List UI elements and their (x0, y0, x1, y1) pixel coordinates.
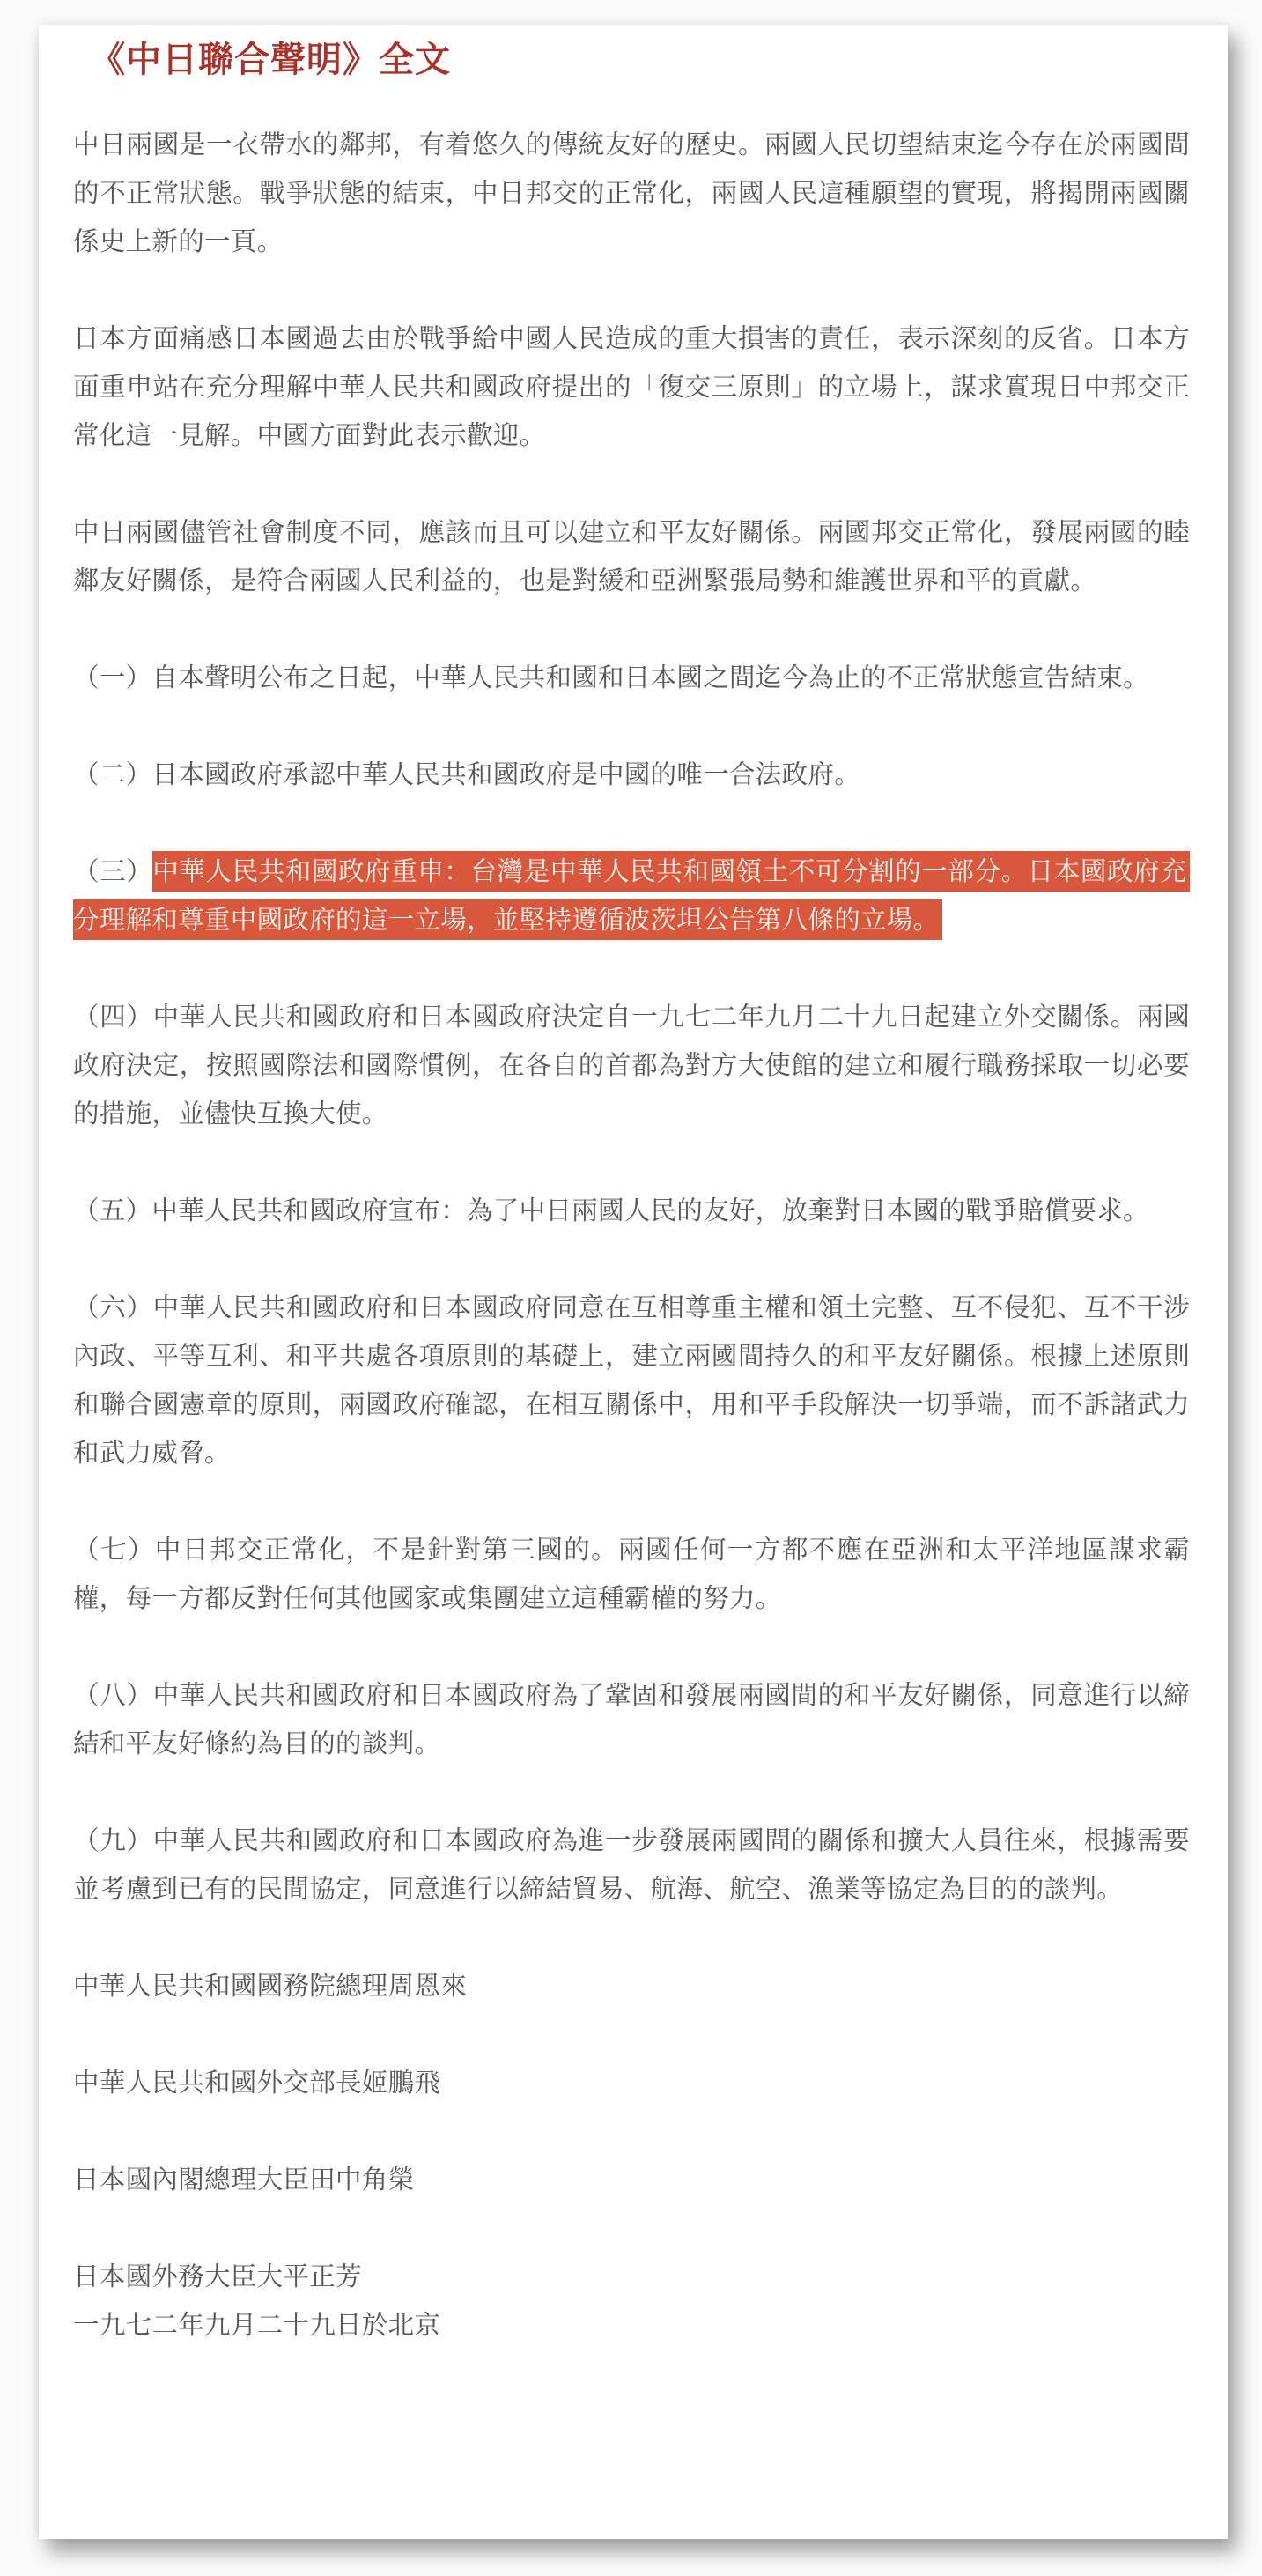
date-and-place: 一九七二年九月二十九日於北京 (73, 2310, 441, 2340)
article-text: 中日邦交正常化，不是針對第三國的。兩國任何一方都不應在亞洲和太平洋地區謀求霸權，每一方都反對任何其他國家或集團建立這種霸權的努力。 (73, 1535, 1190, 1613)
document-card (39, 25, 1228, 2539)
article-2 (73, 751, 1190, 799)
article-number: （五） (73, 1195, 152, 1225)
article-number: （二） (73, 759, 152, 789)
article-4 (73, 993, 1190, 1138)
preamble-paragraph-1: 中日兩國是一衣帶水的鄰邦，有着悠久的傳統友好的歷史。兩國人民切望結束迄今存在於兩國間的不正常狀態。戰爭狀態的結束，中日邦交的正常化，兩國人民這種願望的實現，將揭開兩國關係史上新的一頁。 (73, 130, 1190, 256)
preamble-paragraph-3: 中日兩國儘管社會制度不同，應該而且可以建立和平友好關係。兩國邦交正常化，發展兩國的睦鄰友好關係，是符合兩國人民利益的，也是對緩和亞洲緊張局勢和維護世界和平的貢獻。 (73, 517, 1190, 596)
highlighted-article-text: 中華人民共和國政府重申：台灣是中華人民共和國領土不可分割的一部分。日本國政府充分理解和尊重中國政府的這一立場，並堅持遵循波茨坦公告第八條的立場。 (73, 851, 1190, 940)
signatory-4: 日本國外務大臣大平正芳 (73, 2261, 362, 2291)
article-number: （八） (73, 1680, 153, 1710)
article-9 (73, 1817, 1190, 1913)
signatory-1: 中華人民共和國國務院總理周恩來 (73, 1971, 468, 2001)
signatory-3: 日本國內閣總理大臣田中角榮 (73, 2165, 415, 2195)
article-6 (73, 1284, 1190, 1477)
article-number: （七） (73, 1535, 155, 1565)
document-title: 《中日聯合聲明》全文 (90, 40, 451, 80)
article-text: 日本國政府承認中華人民共和國政府是中國的唯一合法政府。 (151, 759, 861, 789)
article-text: 中華人民共和國政府和日本國政府為了鞏固和發展兩國間的和平友好關係，同意進行以締結和平友好條約為目的的談判。 (73, 1680, 1191, 1758)
article-text: 中華人民共和國政府和日本國政府為進一步發展兩國間的關係和擴大人員往來，根據需要並考慮到已有的民間協定，同意進行以締結貿易、航海、航空、漁業等協定為目的的談判。 (73, 1825, 1191, 1904)
article-text: 自本聲明公布之日起，中華人民共和國和日本國之間迄今為止的不正常狀態宣告結束。 (151, 663, 1149, 692)
article-text: 中華人民共和國政府宣布：為了中日兩國人民的友好，放棄對日本國的戰爭賠償要求。 (151, 1195, 1149, 1225)
article-7 (73, 1526, 1190, 1623)
article-number: （九） (73, 1825, 153, 1855)
document-body (73, 121, 1190, 2350)
preamble-paragraph-2: 日本方面痛感日本國過去由於戰爭給中國人民造成的重大損害的責任，表示深刻的反省。日本方面重申站在充分理解中華人民共和國政府提出的「復交三原則」的立場上，謀求實現日中邦交正常化這一見解。中國方面對此表示歡迎。 (73, 323, 1190, 450)
article-number: （六） (73, 1292, 153, 1322)
article-1 (73, 654, 1190, 702)
article-number: （三） (73, 856, 153, 886)
article-8 (73, 1671, 1190, 1768)
signatory-2: 中華人民共和國外交部長姬鵬飛 (73, 2068, 441, 2098)
signatory-block-final (73, 2253, 1190, 2350)
article-number: （四） (73, 1002, 153, 1032)
article-text: 中華人民共和國政府和日本國政府同意在互相尊重主權和領土完整、互不侵犯、互不干涉內政、平等互利、和平共處各項原則的基礎上，建立兩國間持久的和平友好關係。根據上述原則和聯合國憲章的原則，兩國政府確認，在相互關係中，用和平手段解決一切爭端，而不訴諸武力和武力威脅。 (73, 1292, 1191, 1468)
article-number: （一） (73, 663, 152, 692)
article-5 (73, 1187, 1190, 1235)
article-text: 中華人民共和國政府和日本國政府決定自一九七二年九月二十九日起建立外交關係。兩國政府決定，按照國際法和國際慣例，在各自的首都為對方大使館的建立和履行職務採取一切必要的措施，並儘快互換大使。 (73, 1002, 1191, 1129)
article-3 (73, 848, 1190, 944)
